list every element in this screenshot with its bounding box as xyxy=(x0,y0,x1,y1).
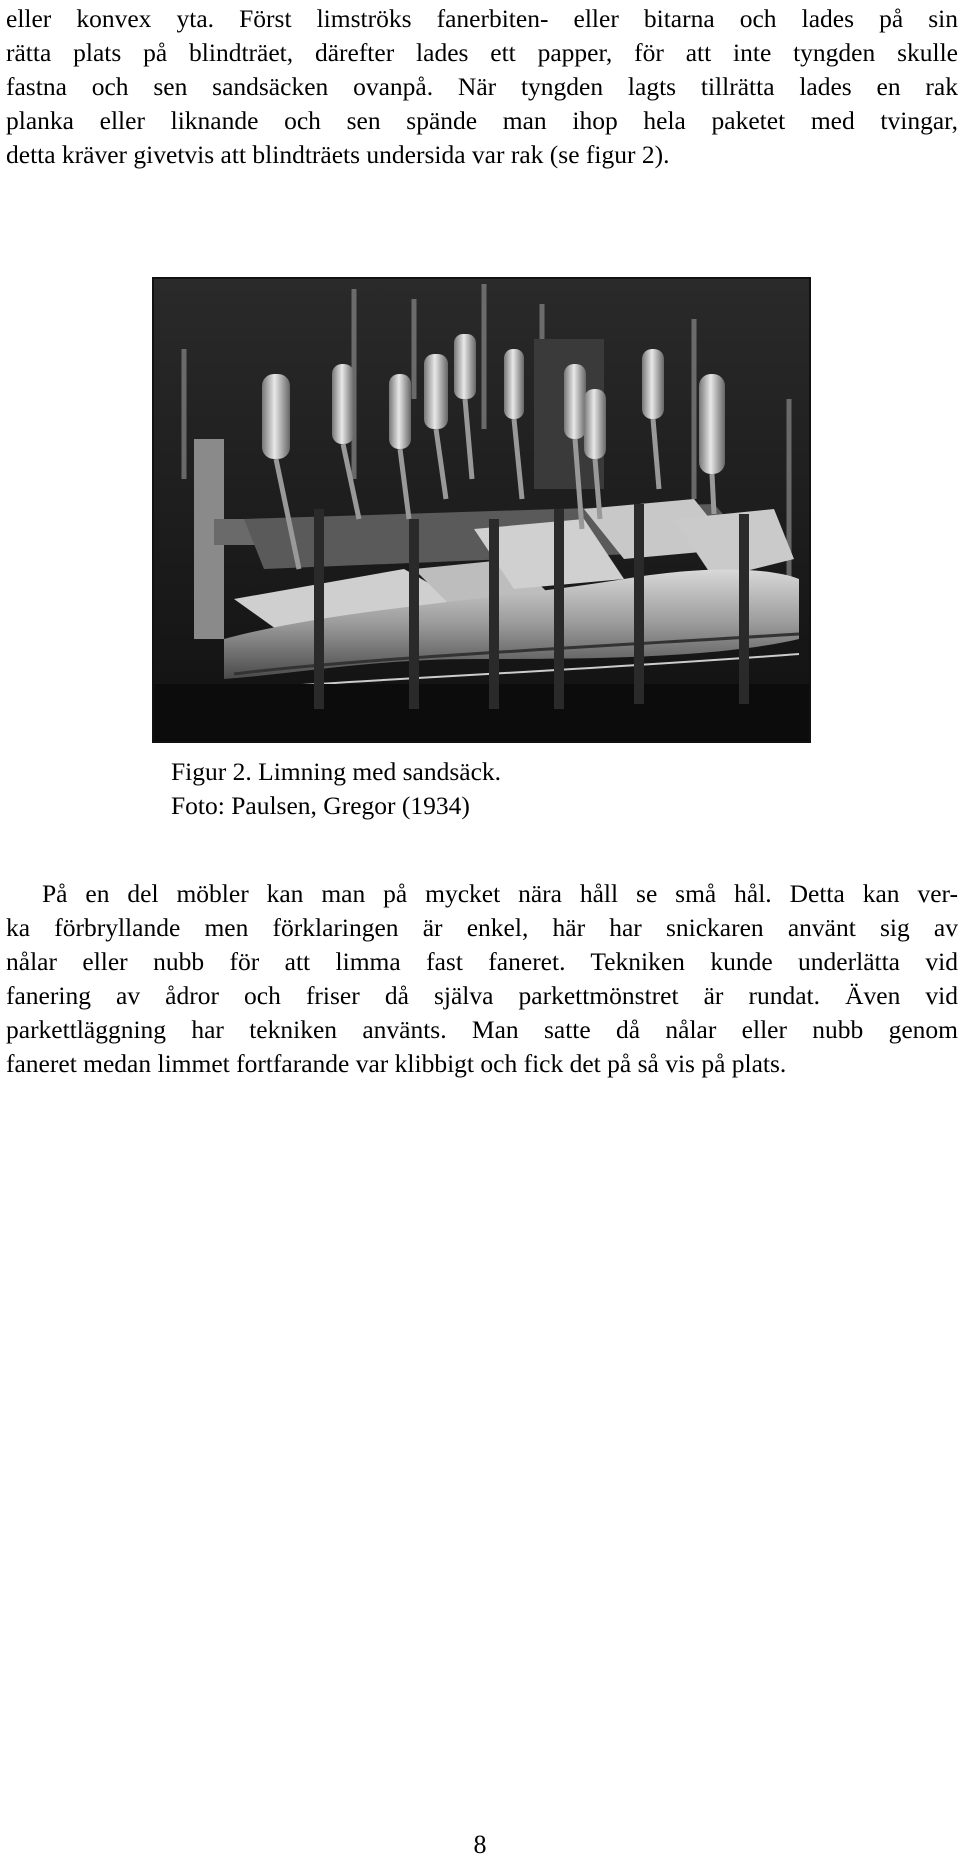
text-line: parkettläggning har tekniken använts. Man satte då nålar eller nubb genom xyxy=(6,1015,958,1044)
text-line: rätta plats på blindträet, därefter lades ett papper, för att inte tyngden skulle xyxy=(6,38,958,67)
text-line: detta kräver givetvis att blindträets undersida var rak (se figur 2). xyxy=(6,140,670,169)
body-paragraph-1 xyxy=(6,2,958,172)
text-line: faneret medan limmet fortfarande var klibbigt och fick det på så vis på plats. xyxy=(6,1049,787,1078)
text-line: nålar eller nubb för att limma fast faneret. Tekniken kunde underlätta vid xyxy=(6,947,958,976)
text-line: fanering av ådror och friser då själva parkettmönstret är rundat. Även vid xyxy=(6,981,958,1010)
figure-caption-credit: Foto: Paulsen, Gregor (1934) xyxy=(171,791,470,820)
text-line: ka förbryllande men förklaringen är enkel, här har snickaren använt sig av xyxy=(6,913,958,942)
text-line: planka eller liknande och sen spände man ihop hela paketet med tvingar, xyxy=(6,106,958,135)
figure-photo-sandbag-clamping xyxy=(152,277,811,743)
body-paragraph-2 xyxy=(6,877,958,1081)
text-line: eller konvex yta. Först limströks fanerbiten- eller bitarna och lades på sin xyxy=(6,4,958,33)
text-line: På en del möbler kan man på mycket nära håll se små hål. Detta kan ver- xyxy=(42,879,958,908)
page-number: 8 xyxy=(473,1830,487,1859)
text-line: fastna och sen sandsäcken ovanpå. När tyngden lagts tillrätta lades en rak xyxy=(6,72,958,101)
figure-caption-title: Figur 2. Limning med sandsäck. xyxy=(171,757,502,786)
